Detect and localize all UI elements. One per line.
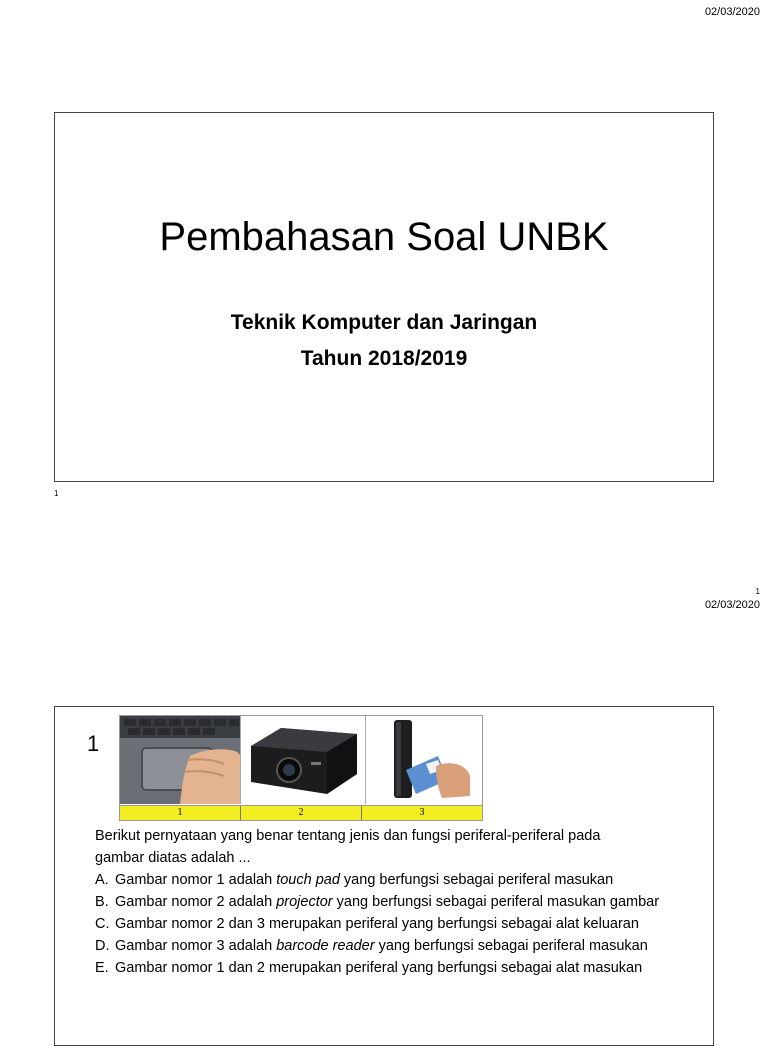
projector-image — [241, 716, 366, 804]
option-text: yang berfungsi sebagai periferal masukan — [374, 938, 648, 954]
answer-option-c — [95, 913, 705, 935]
slide-page-number: 1 — [54, 489, 59, 498]
option-text: yang berfungsi sebagai periferal masukan — [339, 872, 614, 888]
answer-option-e — [95, 957, 705, 979]
option-text: yang berfungsi sebagai periferal masukan gambar — [332, 894, 660, 910]
question-slide — [54, 706, 714, 1046]
answer-option-a — [95, 869, 705, 891]
image-label: 3 — [419, 807, 425, 818]
option-letter: E. — [95, 960, 109, 976]
touchpad-image — [120, 716, 241, 804]
option-text: Gambar nomor 1 adalah — [115, 872, 277, 888]
option-letter: C. — [95, 916, 110, 932]
option-term: touch pad — [276, 872, 340, 888]
question-text-line: Berikut pernyataan yang benar tentang jenis dan fungsi periferal-periferal pada — [95, 828, 601, 844]
page-date: 02/03/2020 — [704, 6, 760, 18]
option-text: Gambar nomor 1 dan 2 merupakan periferal yang berfungsi sebagai alat masukan — [115, 960, 643, 976]
slide-subtitle-line1: Teknik Komputer dan Jaringan — [230, 311, 538, 334]
option-text: Gambar nomor 3 adalah — [115, 938, 277, 954]
answer-option-b — [95, 891, 705, 913]
question-number: 1 — [87, 731, 100, 756]
option-letter: B. — [95, 894, 109, 910]
question-text-line: gambar diatas adalah ... — [95, 850, 251, 866]
option-term: projector — [276, 894, 333, 910]
page-number: 1 — [755, 587, 760, 596]
question-body — [95, 825, 705, 979]
card-reader-image — [366, 716, 482, 804]
peripheral-images — [119, 715, 483, 821]
option-letter: D. — [95, 938, 110, 954]
image-label-bar — [120, 805, 482, 820]
option-text: Gambar nomor 2 dan 3 merupakan periferal yang berfungsi sebagai alat keluaran — [115, 916, 639, 932]
answer-option-d — [95, 935, 705, 957]
page-date: 02/03/2020 — [704, 599, 760, 611]
slide-title: Pembahasan Soal UNBK — [159, 215, 609, 259]
image-label: 2 — [241, 806, 362, 820]
title-slide — [54, 112, 714, 482]
slide-subtitle-line2: Tahun 2018/2019 — [300, 347, 468, 370]
option-text: Gambar nomor 2 adalah — [115, 894, 277, 910]
image-label: 1 — [120, 806, 241, 820]
option-letter: A. — [95, 872, 109, 888]
option-term: barcode reader — [276, 938, 375, 954]
